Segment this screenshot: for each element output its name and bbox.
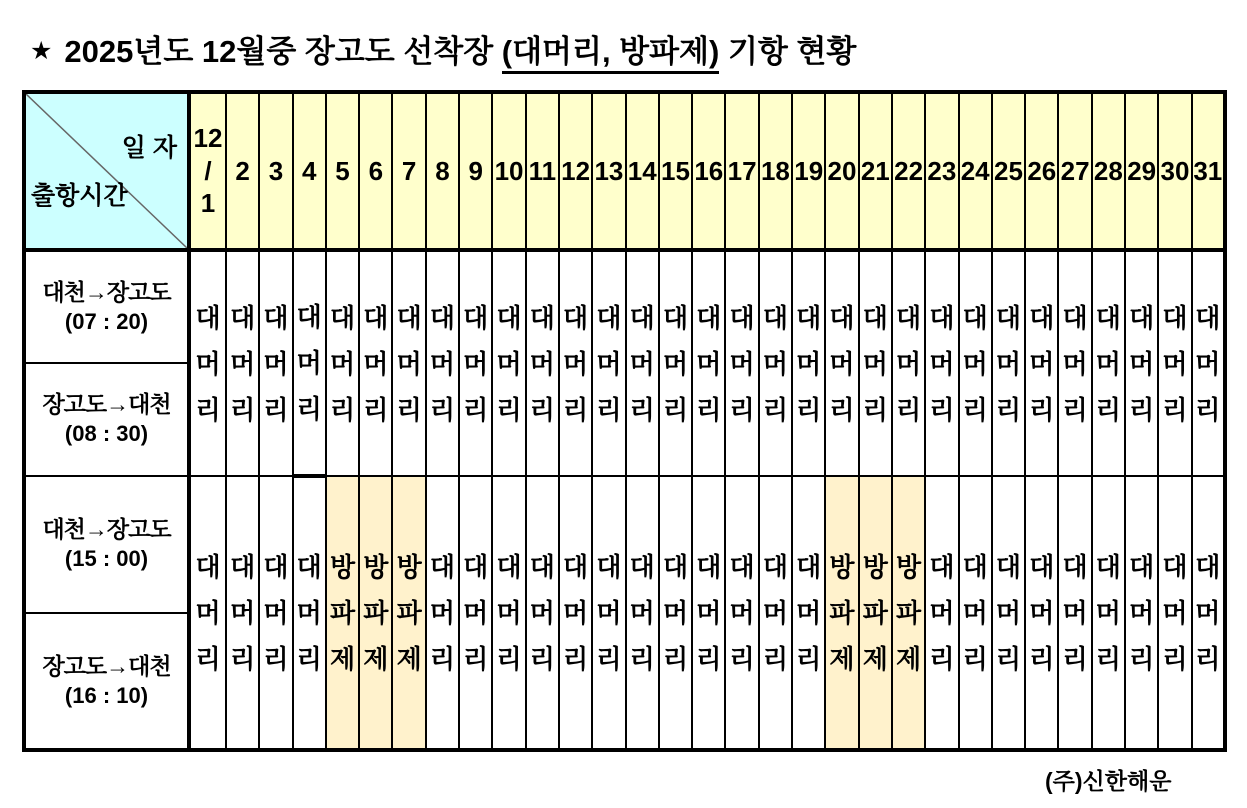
berth-cell-afternoon-1: 대 머 리 — [189, 476, 226, 750]
berth-cell-morning-5: 대 머 리 — [326, 250, 359, 476]
berth-cell-afternoon-21: 방 파 제 — [859, 476, 892, 750]
berth-cell-morning-16: 대 머 리 — [692, 250, 725, 476]
berth-cell-morning-2: 대 머 리 — [226, 250, 259, 476]
page-title — [30, 26, 856, 71]
berth-cell-morning-10: 대 머 리 — [492, 250, 525, 476]
corner-time-label: 출항시간 — [31, 182, 128, 210]
route-header-3 — [24, 476, 189, 613]
date-header-15: 15 — [659, 92, 692, 250]
departure-time-label: (15 : 00) — [64, 546, 149, 572]
berth-cell-afternoon-2: 대 머 리 — [226, 476, 259, 750]
berth-cell-morning-26: 대 머 리 — [1025, 250, 1058, 476]
berth-cell-morning-31: 대 머 리 — [1192, 250, 1225, 476]
date-header-8: 8 — [426, 92, 459, 250]
berth-cell-afternoon-11: 대 머 리 — [526, 476, 559, 750]
date-header-2: 2 — [226, 92, 259, 250]
date-header-3: 3 — [259, 92, 292, 250]
berth-cell-afternoon-16: 대 머 리 — [692, 476, 725, 750]
berth-cell-morning-27: 대 머 리 — [1058, 250, 1091, 476]
departure-time-label: (08 : 30) — [64, 421, 149, 447]
date-header-23: 23 — [925, 92, 958, 250]
berth-cell-morning-30: 대 머 리 — [1158, 250, 1191, 476]
corner-cell — [24, 92, 189, 250]
date-header-11: 11 — [526, 92, 559, 250]
route-label: 장고도→대천 — [42, 391, 171, 418]
date-header-6: 6 — [359, 92, 392, 250]
berth-cell-morning-18: 대 머 리 — [759, 250, 792, 476]
date-header-26: 26 — [1025, 92, 1058, 250]
berth-cell-morning-21: 대 머 리 — [859, 250, 892, 476]
berth-cell-morning-29: 대 머 리 — [1125, 250, 1158, 476]
date-header-20: 20 — [825, 92, 858, 250]
date-header-21: 21 — [859, 92, 892, 250]
route-header-4 — [24, 613, 189, 750]
route-label: 장고도→대천 — [42, 652, 171, 679]
berth-cell-afternoon-18: 대 머 리 — [759, 476, 792, 750]
title-underlined: (대머리, 방파제) — [502, 34, 720, 74]
berth-cell-morning-25: 대 머 리 — [992, 250, 1025, 476]
berth-cell-morning-24: 대 머 리 — [959, 250, 992, 476]
berth-cell-morning-11: 대 머 리 — [526, 250, 559, 476]
date-header-4: 4 — [293, 92, 326, 250]
date-header-30: 30 — [1158, 92, 1191, 250]
berth-cell-afternoon-25: 대 머 리 — [992, 476, 1025, 750]
corner-date-label: 일 자 — [121, 134, 177, 162]
berth-cell-morning-13: 대 머 리 — [592, 250, 625, 476]
berth-cell-afternoon-5: 방 파 제 — [326, 476, 359, 750]
berth-cell-afternoon-12: 대 머 리 — [559, 476, 592, 750]
berth-cell-afternoon-7: 방 파 제 — [392, 476, 425, 750]
date-header-16: 16 — [692, 92, 725, 250]
berth-cell-afternoon-9: 대 머 리 — [459, 476, 492, 750]
berth-cell-morning-15: 대 머 리 — [659, 250, 692, 476]
departure-time-label: (07 : 20) — [64, 308, 149, 334]
berth-cell-afternoon-17: 대 머 리 — [725, 476, 758, 750]
row-afternoon-outbound — [24, 476, 1225, 613]
berth-cell-afternoon-20: 방 파 제 — [825, 476, 858, 750]
berth-cell-morning-28: 대 머 리 — [1092, 250, 1125, 476]
title-suffix: 기항 현황 — [719, 34, 857, 69]
berth-cell-afternoon-3: 대 머 리 — [259, 476, 292, 750]
berth-cell-morning-9: 대 머 리 — [459, 250, 492, 476]
berth-cell-afternoon-13: 대 머 리 — [592, 476, 625, 750]
date-header-13: 13 — [592, 92, 625, 250]
date-header-12: 12 — [559, 92, 592, 250]
route-header-2 — [24, 363, 189, 476]
berth-cell-morning-20: 대 머 리 — [825, 250, 858, 476]
berth-cell-afternoon-30: 대 머 리 — [1158, 476, 1191, 750]
route-header-1 — [24, 250, 189, 363]
berth-cell-afternoon-14: 대 머 리 — [626, 476, 659, 750]
berth-cell-afternoon-26: 대 머 리 — [1025, 476, 1058, 750]
berth-cell-morning-22: 대 머 리 — [892, 250, 925, 476]
berth-cell-morning-12: 대 머 리 — [559, 250, 592, 476]
berth-cell-morning-19: 대 머 리 — [792, 250, 825, 476]
date-header-25: 25 — [992, 92, 1025, 250]
berth-cell-morning-23: 대 머 리 — [925, 250, 958, 476]
berth-cell-morning-17: 대 머 리 — [725, 250, 758, 476]
berth-cell-morning-4: 대 머 리 — [293, 250, 326, 476]
schedule-table — [22, 90, 1227, 752]
berth-cell-afternoon-4: 대 머 리 — [293, 476, 326, 750]
date-header-10: 10 — [492, 92, 525, 250]
title-prefix: 2025년도 12월중 장고도 선착장 — [64, 34, 502, 69]
date-header-7: 7 — [392, 92, 425, 250]
berth-cell-morning-6: 대 머 리 — [359, 250, 392, 476]
route-label: 대천→장고도 — [42, 278, 171, 305]
date-header-19: 19 — [792, 92, 825, 250]
date-header-1: 12 / 1 — [189, 92, 226, 250]
date-header-9: 9 — [459, 92, 492, 250]
berth-cell-afternoon-8: 대 머 리 — [426, 476, 459, 750]
berth-cell-afternoon-28: 대 머 리 — [1092, 476, 1125, 750]
date-header-row — [24, 92, 1225, 250]
date-header-5: 5 — [326, 92, 359, 250]
star-icon: ★ — [30, 37, 53, 65]
date-header-22: 22 — [892, 92, 925, 250]
berth-cell-afternoon-10: 대 머 리 — [492, 476, 525, 750]
berth-cell-afternoon-6: 방 파 제 — [359, 476, 392, 750]
route-label: 대천→장고도 — [42, 516, 171, 543]
berth-cell-morning-1: 대 머 리 — [189, 250, 226, 476]
berth-cell-morning-14: 대 머 리 — [626, 250, 659, 476]
diagonal-line — [26, 94, 187, 248]
berth-cell-afternoon-31: 대 머 리 — [1192, 476, 1225, 750]
berth-cell-afternoon-19: 대 머 리 — [792, 476, 825, 750]
company-name: (주)신한해운 — [1045, 768, 1172, 794]
berth-cell-afternoon-22: 방 파 제 — [892, 476, 925, 750]
berth-cell-morning-7: 대 머 리 — [392, 250, 425, 476]
schedule-body — [24, 92, 1225, 750]
berth-cell-morning-8: 대 머 리 — [426, 250, 459, 476]
date-header-28: 28 — [1092, 92, 1125, 250]
date-header-29: 29 — [1125, 92, 1158, 250]
date-header-14: 14 — [626, 92, 659, 250]
berth-cell-morning-3: 대 머 리 — [259, 250, 292, 476]
date-header-24: 24 — [959, 92, 992, 250]
berth-cell-afternoon-27: 대 머 리 — [1058, 476, 1091, 750]
berth-cell-afternoon-29: 대 머 리 — [1125, 476, 1158, 750]
berth-cell-afternoon-15: 대 머 리 — [659, 476, 692, 750]
date-header-17: 17 — [725, 92, 758, 250]
berth-cell-afternoon-24: 대 머 리 — [959, 476, 992, 750]
date-header-27: 27 — [1058, 92, 1091, 250]
departure-time-label: (16 : 10) — [64, 682, 149, 708]
berth-cell-afternoon-23: 대 머 리 — [925, 476, 958, 750]
date-header-18: 18 — [759, 92, 792, 250]
row-morning-outbound — [24, 250, 1225, 363]
date-header-31: 31 — [1192, 92, 1225, 250]
